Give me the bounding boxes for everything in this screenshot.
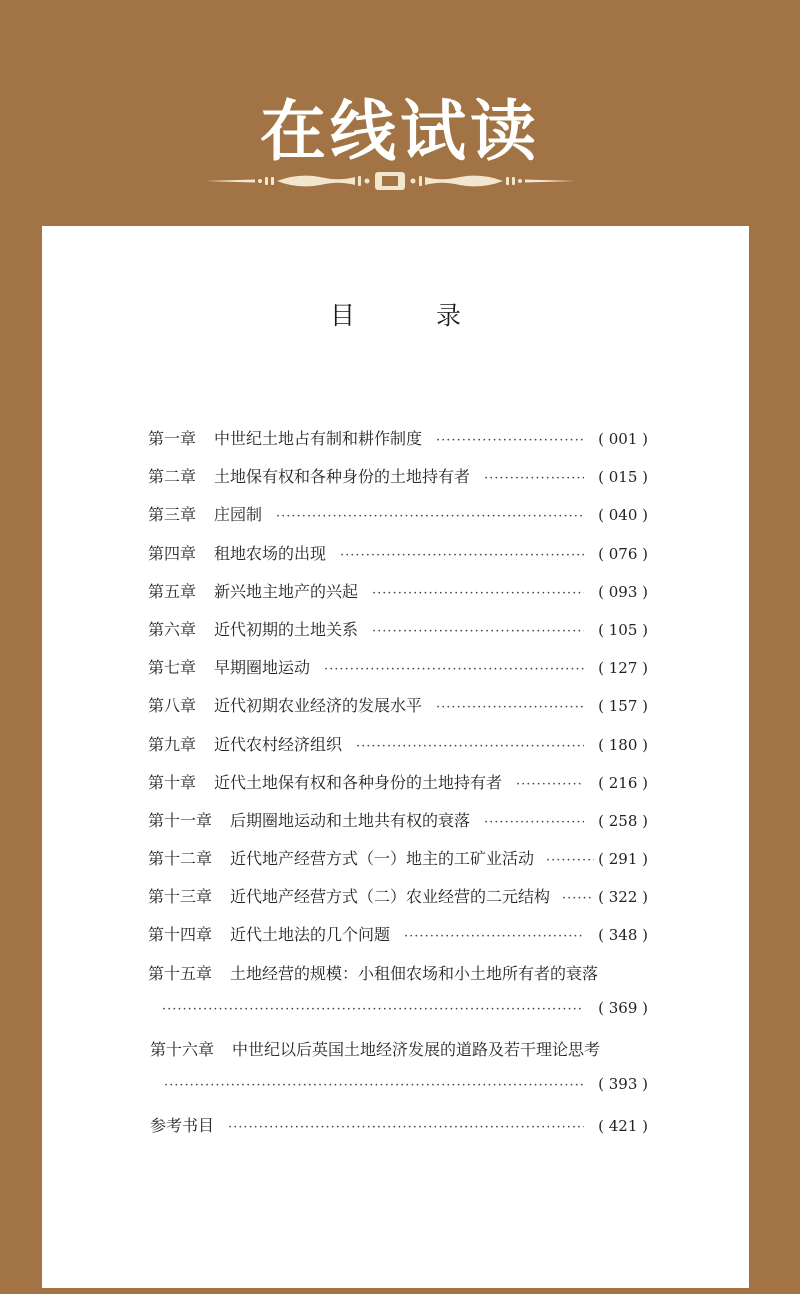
toc-entry-references[interactable] [148, 1113, 648, 1151]
chapter-number: 第九章 [148, 734, 197, 754]
chapter-title: 近代土地保有权和各种身份的土地持有者 [214, 772, 503, 792]
chapter-title: 近代地产经营方式（一）地主的工矿业活动 [230, 849, 535, 869]
dot-leader [372, 624, 584, 639]
page-number: ( 076 ) [598, 544, 648, 563]
chapter-number: 第十二章 [148, 849, 213, 869]
toc-entry[interactable] [148, 579, 648, 617]
toc-entry[interactable] [148, 464, 648, 502]
toc-entry[interactable] [148, 541, 648, 579]
page-number: ( 421 ) [598, 1117, 648, 1136]
chapter-title: 参考书目 [150, 1116, 215, 1136]
chapter-number: 第十四章 [148, 925, 213, 945]
page-number: ( 291 ) [598, 850, 648, 869]
chapter-title: 后期圈地运动和土地共有权的衰落 [230, 810, 471, 830]
chapter-title: 中世纪土地占有制和耕作制度 [214, 429, 423, 448]
dot-leader [372, 586, 584, 601]
toc-page [42, 226, 749, 1288]
page-number: ( 040 ) [598, 506, 648, 525]
banner-title: 在线试读 [260, 92, 540, 170]
dot-leader [516, 777, 584, 792]
page-number: ( 322 ) [598, 888, 648, 907]
chapter-number: 第一章 [148, 429, 197, 448]
chapter-number: 第五章 [148, 581, 197, 601]
page-number: ( 348 ) [598, 926, 648, 945]
dot-leader [484, 471, 584, 486]
chapter-title: 近代土地法的几个问题 [230, 925, 391, 945]
dot-leader [404, 929, 584, 944]
toc-entry[interactable] [148, 426, 648, 464]
chapter-title: 早期圈地运动 [214, 658, 311, 678]
dot-leader [436, 700, 584, 715]
chapter-title: 近代初期农业经济的发展水平 [214, 696, 423, 716]
dot-leader [484, 815, 584, 830]
page-number: ( 105 ) [598, 620, 648, 639]
chapter-title: 近代初期的土地关系 [214, 619, 359, 639]
toc-entry[interactable] [148, 808, 648, 846]
chapter-number: 第六章 [148, 619, 197, 639]
toc-entry[interactable] [148, 732, 648, 770]
page-number: ( 180 ) [598, 735, 648, 754]
chapter-title: 土地经营的规模：小租佃农场和小土地所有者的衰落 [230, 963, 599, 983]
dot-leader [546, 853, 594, 868]
toc-entry[interactable] [148, 961, 648, 999]
chapter-title: 近代地产经营方式（二）农业经营的二元结构 [230, 887, 551, 907]
dot-leader [228, 1120, 584, 1135]
dot-leader [324, 662, 584, 677]
chapter-number: 第三章 [148, 505, 197, 525]
toc-entry[interactable] [148, 770, 648, 808]
dot-leader [340, 548, 584, 563]
toc-list [148, 426, 648, 1152]
toc-heading: 目 录 [329, 301, 489, 330]
toc-entry[interactable] [148, 693, 648, 731]
page-number: ( 258 ) [598, 811, 648, 830]
chapter-title: 新兴地主地产的兴起 [214, 581, 359, 601]
toc-entry[interactable] [148, 884, 648, 922]
toc-entry[interactable] [148, 502, 648, 540]
toc-entry-continuation[interactable] [148, 1075, 648, 1113]
chapter-number: 第四章 [148, 543, 197, 563]
page-number: ( 369 ) [598, 998, 648, 1017]
page-number: ( 157 ) [598, 697, 648, 716]
page-number: ( 127 ) [598, 659, 648, 678]
chapter-title: 土地保有权和各种身份的土地持有者 [214, 467, 471, 487]
chapter-title: 中世纪以后英国土地经济发展的道路及若干理论思考 [232, 1040, 601, 1059]
chapter-number: 第十五章 [148, 963, 213, 983]
dot-leader [436, 433, 584, 448]
ornament-divider-icon [205, 166, 575, 196]
toc-entry[interactable] [148, 617, 648, 655]
dot-leader [356, 739, 584, 754]
dot-leader [276, 509, 584, 524]
page-number: ( 001 ) [598, 430, 648, 448]
chapter-number: 第十一章 [148, 810, 213, 830]
dot-leader [162, 1002, 584, 1017]
chapter-number: 第十章 [148, 772, 197, 792]
toc-entry-continuation[interactable] [148, 999, 648, 1037]
page-number: ( 393 ) [598, 1075, 648, 1094]
chapter-number: 第十六章 [150, 1040, 215, 1059]
page-number: ( 015 ) [598, 468, 648, 487]
toc-entry[interactable] [148, 1037, 648, 1075]
chapter-number: 第二章 [148, 467, 197, 487]
chapter-number: 第七章 [148, 658, 197, 678]
dot-leader [562, 891, 594, 906]
chapter-number: 第十三章 [148, 887, 213, 907]
page-number: ( 216 ) [598, 773, 648, 792]
dot-leader [164, 1078, 584, 1093]
chapter-title: 租地农场的出现 [214, 543, 327, 563]
toc-entry[interactable] [148, 655, 648, 693]
page-number: ( 093 ) [598, 582, 648, 601]
chapter-title: 庄园制 [214, 505, 263, 525]
toc-entry[interactable] [148, 922, 648, 960]
chapter-title: 近代农村经济组织 [214, 734, 343, 754]
toc-entry[interactable] [148, 846, 648, 884]
chapter-number: 第八章 [148, 696, 197, 716]
